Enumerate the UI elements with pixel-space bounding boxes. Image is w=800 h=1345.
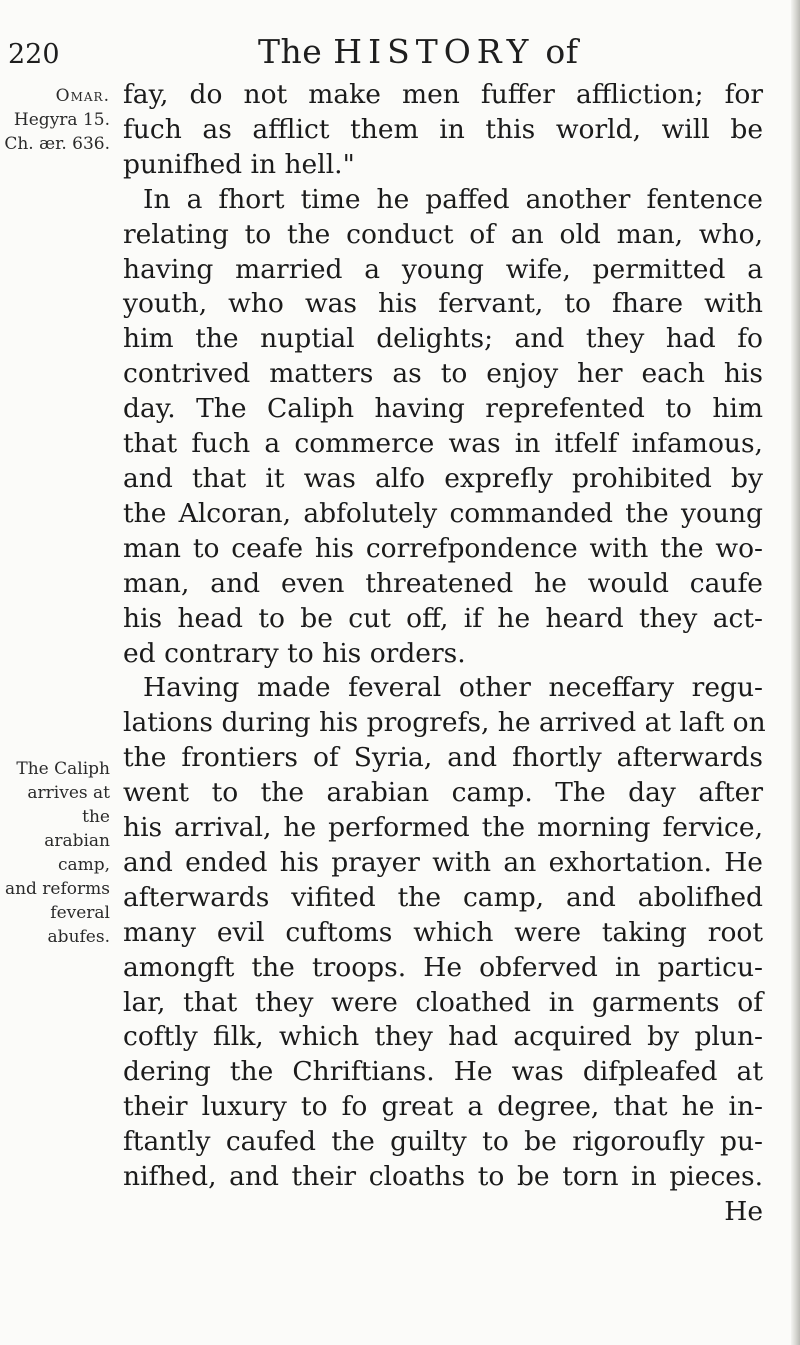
- text-line: the frontiers of Syria, and fhortly afterwards: [123, 742, 763, 774]
- margin-note-line: The Caliph: [16, 759, 110, 779]
- text-line: afterwards vifited the camp, and abolifhed: [123, 881, 763, 913]
- margin-note-chapter: [0, 84, 110, 156]
- running-head-suffix: of: [545, 32, 579, 71]
- text-line: Having made feveral other neceffary regu-: [143, 672, 763, 704]
- margin-note-line: arabian camp,: [44, 831, 110, 875]
- running-head-prefix: The: [258, 32, 323, 71]
- text-line: ftantly caufed the guilty to be rigoroufly pu-: [123, 1126, 763, 1158]
- text-line: fuch as afflict them in this world, will be: [123, 113, 763, 145]
- margin-note-line: arrives at the: [27, 783, 110, 827]
- text-line: the Alcoran, abfolutely commanded the young: [123, 497, 763, 529]
- text-line: many evil cuftoms which were taking root: [123, 916, 763, 948]
- text-line: man to ceafe his correfpondence with the wo-: [123, 532, 763, 564]
- text-line: his head to be cut off, if he heard they act-: [123, 602, 763, 634]
- text-line: that fuch a commerce was in itfelf infamous,: [123, 428, 763, 460]
- text-line: In a fhort time he paffed another fentence: [143, 183, 763, 215]
- margin-note-summary: [0, 757, 110, 949]
- text-line: punifhed in hell.": [123, 148, 355, 180]
- text-line: coftly filk, which they had acquired by plun-: [123, 1021, 763, 1053]
- text-line: ed contrary to his orders.: [123, 637, 466, 669]
- text-line: their luxury to fo great a degree, that he in-: [123, 1091, 763, 1123]
- text-line: his arrival, he performed the morning fervice,: [123, 812, 763, 844]
- catchword: He: [724, 1196, 763, 1227]
- text-line: contrived matters as to enjoy her each his: [123, 358, 763, 390]
- text-line: nifhed, and their cloaths to be torn in pieces.: [123, 1161, 763, 1193]
- text-line: him the nuptial delights; and they had fo: [123, 323, 763, 355]
- running-head-main: HISTORY: [333, 32, 535, 71]
- text-line: amongft the troops. He obferved in particu-: [123, 951, 763, 983]
- text-line: youth, who was his fervant, to fhare with: [123, 288, 763, 320]
- text-line: day. The Caliph having reprefented to him: [123, 393, 763, 425]
- page-header: [0, 14, 800, 72]
- text-line: man, and even threatened he would caufe: [123, 567, 763, 599]
- running-head: [258, 34, 579, 70]
- text-line: dering the Chriftians. He was difpleafed at: [123, 1056, 763, 1088]
- margin-note-line: Hegyra 15.: [13, 110, 110, 130]
- text-line: and that it was alfo exprefly prohibited by: [123, 462, 763, 494]
- margin-note-line: feveral abufes.: [47, 903, 110, 947]
- body-text: [123, 78, 766, 1230]
- margin-note-line: Omar.: [55, 86, 110, 106]
- text-line: relating to the conduct of an old man, who,: [123, 218, 763, 250]
- text-line: went to the arabian camp. The day after: [123, 777, 763, 809]
- margin-note-line: and reforms: [4, 879, 110, 899]
- page-edge-shadow: [791, 0, 800, 1345]
- text-line: fay, do not make men fuffer affliction; for: [123, 79, 763, 110]
- page-number: 220: [8, 39, 60, 70]
- text-line: lar, that they were cloathed in garments of: [123, 986, 763, 1018]
- margin-note-line: Ch. ær. 636.: [4, 134, 110, 154]
- text-line: and ended his prayer with an exhortation. He: [123, 846, 763, 878]
- text-line: having married a young wife, permitted a: [123, 253, 763, 285]
- text-line: lations during his progrefs, he arrived at laft on: [123, 707, 766, 739]
